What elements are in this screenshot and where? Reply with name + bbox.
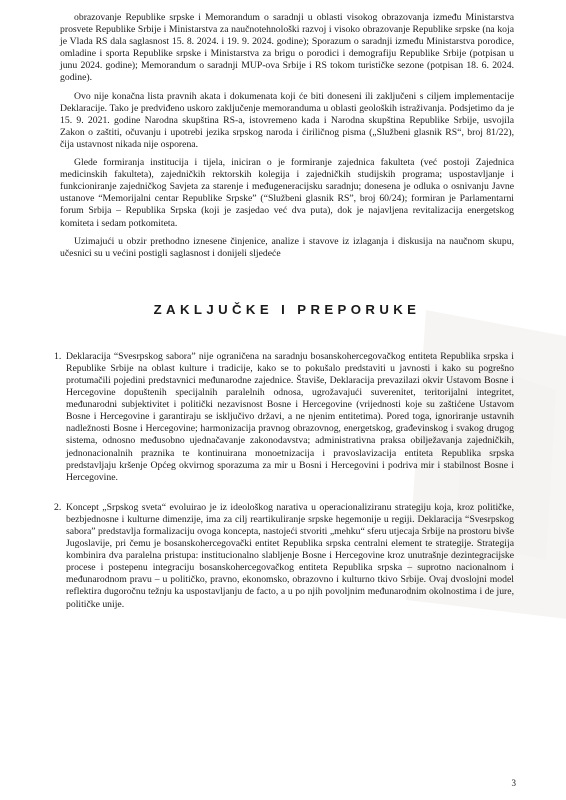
paragraph-4: Uzimajući u obzir prethodno iznesene činjenice, analize i stavove iz izlaganja i diskusija na naučnom skupu, učesnici su u većini postigli saglasnost i donijeli sljedeće xyxy=(60,235,514,259)
conclusion-text: Koncept „Srpskog sveta“ evoluirao je iz ideološkog narativa u operacionaliziranu strategiju koja, kroz političke, bezbjednosne i kulturne dimenzije, ima za cilj reartikuliranje srpske hegemonije u regiji. Deklaracija “Svesrpskog sabora” predstavlja formalizaciju ovoga koncepta, nastojeći stvoriti „mehku“ sferu utjecaja Srbije na prostoru bivše Jugoslavije, pri čemu je bosanskohercegovački entitet Republika srpska centralni element te strategije. Strategija kombinira dva paralelna pristupa: institucionalno slabljenje Bosne i Hercegovine kroz unutrašnje dezintegracijske procese i postepenu integraciju bosanskohercegovačkog entiteta Republika srpska – suprotno nacionalnom i međunarodnom pravu – u političko, pravno, ekonomsko, obrazovno i kulturno tkivo Srbije. Ovaj dvoslojni model reflektira dugoročnu težnju ka uspostavljanju de facto, a u po njih povoljnim međunarodnim okolnostima i de jure, političke unije. xyxy=(66,501,514,610)
conclusion-item xyxy=(54,350,514,484)
conclusion-text: Deklaracija “Svesrpskog sabora” nije ograničena na saradnju bosanskohercegovačkog entiteta Republika srpska i Republike Srbije na oblast kulture i tradicije, kako se to pokušalo predstaviti u javnosti i kako su pogrešno protumačili pojedini predstavnici međunarodne zajednice. Štaviše, Deklaracija prevazilazi okvir Ustavom Bosne i Hercegovine dopuštenih specijalnih paralelnih odnosa, ugrožavajući suverenitet, teritorijalni integritet, međunarodni subjektivitet i politički nezavisnost Bosne i Hercegovine (vrijednosti koje su zaštićene Ustavom Bosne i Hercegovine i garantiraju se isključivo državi, a ne njenim entitetima). Pored toga, ignoriranje ustavnih nadležnosti Bosne i Hercegovine; harmonizacija pravnog obrazovnog, energetskog, građevinskog i svakog drugog sistema, odnosno međusobno ujednačavanje zakonodavstva; administrativna praksa obilježavanja zajedničkih, jednonacionalnih praznika te kontinuirana monoetnizacija i pravoslavizacija entiteta Republika srpska predstavljaju kršenje Općeg okvirnog sporazuma za mir u Bosni i Hercegovini i podriva mir i stabilnost Bosne i Hercegovine. xyxy=(66,350,514,483)
conclusion-number: 2. xyxy=(54,501,62,513)
conclusion-item xyxy=(54,501,514,611)
conclusion-number: 1. xyxy=(54,350,62,362)
paragraph-2: Ovo nije konačna lista pravnih akata i dokumenata koji će biti doneseni ili zaključeni s ciljem implementacije Deklaracije. Tako je predviđeno uskoro zaključenje memoranduma u oblasti geoloških istraživanja. Podsjetimo da je 15. 9. 2021. godine Narodna skupština RS-a, istovremeno kada i Narodna skupština Republike Srbije, usvojila Zakon o zaštiti, očuvanju i upotrebi jezika srpskog naroda i ćiriličnog pisma („Službeni glasnik RS“, broj 81/22), čija ustavnost nikada nije osporena. xyxy=(60,90,514,150)
section-heading: ZAKLJUČKE I PREPORUKE xyxy=(153,301,421,317)
paragraph-3: Glede formiranja institucija i tijela, iniciran o je formiranje zajednica fakulteta (već postoji Zajednica medicinskih fakulteta), zajedničkih rektorskih kolegija i zajedničkih studijskih programa; uspostavljanje i funkcioniranje zajedničkog Savjeta za starenje i međugeneracijsku saradnju; donesena je odluka o osnivanju Javne ustanove “Memorijalni centar Republike Srpske” (“Službeni glasnik RS”, broj 60/24); formiran je Parlamentarni forum Srbija – Republika Srpska (koji je zasjedao već dva puta), dok je najavljena revitalizacija energetskog komiteta i sedam potkomiteta. xyxy=(60,157,514,229)
conclusions-list xyxy=(54,350,514,611)
page-number: 3 xyxy=(511,778,516,788)
paragraph-1: obrazovanje Republike srpske i Memorandum o saradnji u oblasti visokog obrazovanja između Ministarstva prosvete Republike Srbije i Ministarstva za naučnotehnološki razvoj i visoko obrazovanje Republike srpske (na koja je Vlada RS dala saglasnost 15. 8. 2024. i 19. 9. 2024. godine); Sporazum o saradnji između Ministarstva porodice, omladine i sporta Republike srpske i Ministarstva za brigu o porodici i demografiju Republike Srbije (potpisan u junu 2024. godine); Memorandum o saradnji MUP-ova Srbije i RS tokom turističke sezone (potpisan 18. 6. 2024. godine). xyxy=(60,12,514,84)
page-content xyxy=(54,12,514,629)
